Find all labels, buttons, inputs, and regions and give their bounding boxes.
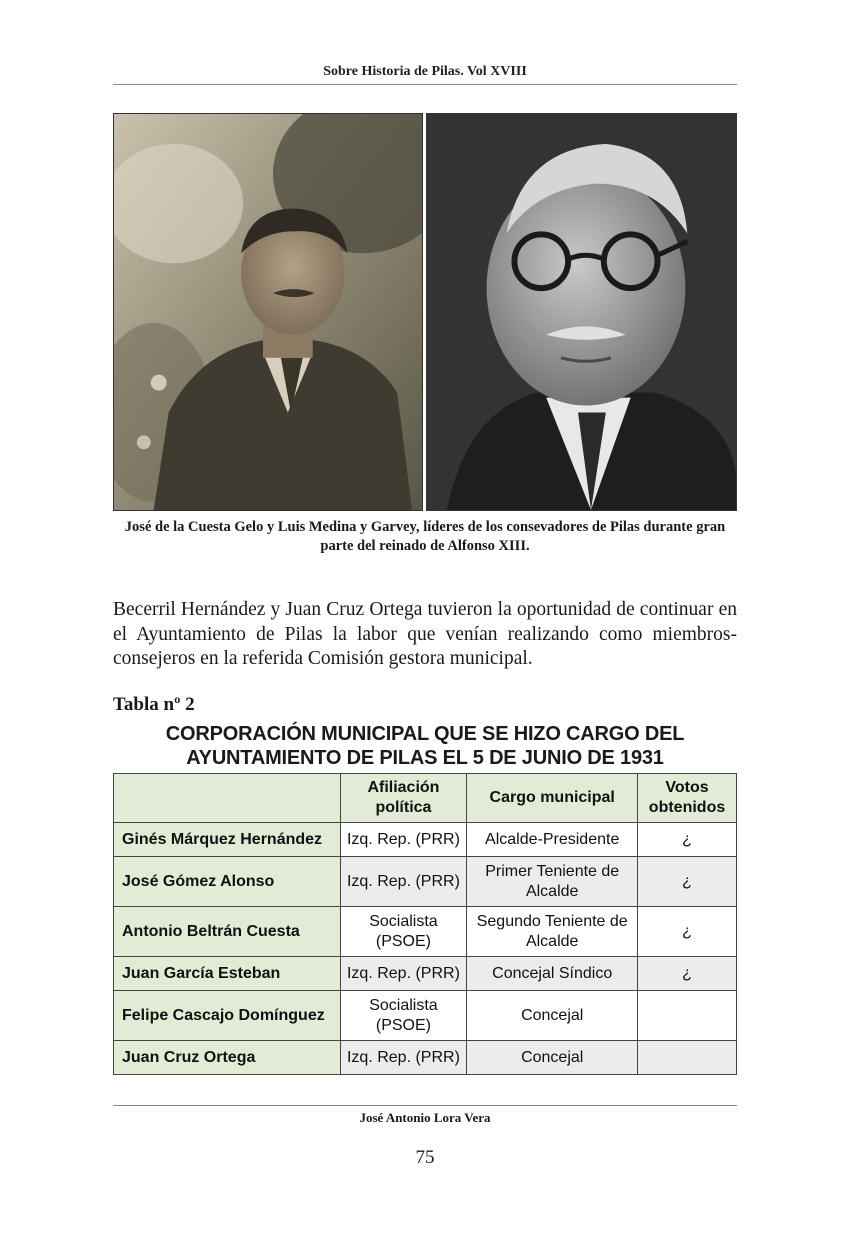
row-afiliacion: Izq. Rep. (PRR) [340, 823, 467, 857]
table-row [114, 957, 737, 991]
header-cargo: Cargo municipal [467, 774, 638, 823]
portrait-sepia-image [114, 114, 422, 510]
footer-rule [113, 1105, 737, 1106]
table-row [114, 1041, 737, 1075]
row-afiliacion: Socialista (PSOE) [340, 907, 467, 957]
row-name: Juan García Esteban [114, 957, 341, 991]
table-title [113, 722, 737, 770]
corporation-table [113, 773, 737, 1075]
table-title-line-2: AYUNTAMIENTO DE PILAS EL 5 DE JUNIO DE 1931 [186, 747, 664, 769]
row-cargo: Primer Teniente de Alcalde [467, 857, 638, 907]
row-afiliacion: Socialista (PSOE) [340, 991, 467, 1041]
header-name [114, 774, 341, 823]
portrait-photo-right [426, 113, 737, 511]
portrait-photo-left [113, 113, 423, 511]
row-cargo: Concejal Síndico [467, 957, 638, 991]
row-votos: ¿ [638, 957, 737, 991]
row-name: Felipe Cascajo Domínguez [114, 991, 341, 1041]
body-paragraph: Becerril Hernández y Juan Cruz Ortega tuvieron la oportunidad de continuar en el Ayuntamiento de Pilas la labor que venían realizando como miembros-consejeros en la referida Comisión gestora municipal. [113, 599, 737, 669]
portrait-grayscale-image [427, 114, 736, 510]
table-row [114, 991, 737, 1041]
row-afiliacion: Izq. Rep. (PRR) [340, 1041, 467, 1075]
row-votos [638, 991, 737, 1041]
figure-caption: José de la Cuesta Gelo y Luis Medina y Garvey, líderes de los consevadores de Pilas durante gran parte del reinado de Alfonso XIII. [124, 519, 726, 554]
row-name: Ginés Márquez Hernández [114, 823, 341, 857]
table-row [114, 907, 737, 957]
table-row [114, 823, 737, 857]
row-afiliacion: Izq. Rep. (PRR) [340, 857, 467, 907]
row-votos: ¿ [638, 823, 737, 857]
row-votos: ¿ [638, 857, 737, 907]
table-row [114, 857, 737, 907]
header-afiliacion: Afiliación política [340, 774, 467, 823]
row-name: José Gómez Alonso [114, 857, 341, 907]
table-title-line-1: CORPORACIÓN MUNICIPAL QUE SE HIZO CARGO DEL [165, 723, 685, 745]
header-votos: Votos obtenidos [638, 774, 737, 823]
page-number: 75 [415, 1147, 435, 1168]
footer-author: José Antonio Lora Vera [359, 1110, 491, 1125]
table-label: Tabla nº 2 [113, 694, 195, 715]
row-cargo: Concejal [467, 991, 638, 1041]
row-votos [638, 1041, 737, 1075]
row-name: Juan Cruz Ortega [114, 1041, 341, 1075]
row-cargo: Concejal [467, 1041, 638, 1075]
header-rule [113, 84, 737, 85]
row-votos: ¿ [638, 907, 737, 957]
row-cargo: Segundo Teniente de Alcalde [467, 907, 638, 957]
row-afiliacion: Izq. Rep. (PRR) [340, 957, 467, 991]
table-header-row [114, 774, 737, 823]
row-name: Antonio Beltrán Cuesta [114, 907, 341, 957]
running-header: Sobre Historia de Pilas. Vol XVIII [323, 64, 527, 79]
row-cargo: Alcalde-Presidente [467, 823, 638, 857]
